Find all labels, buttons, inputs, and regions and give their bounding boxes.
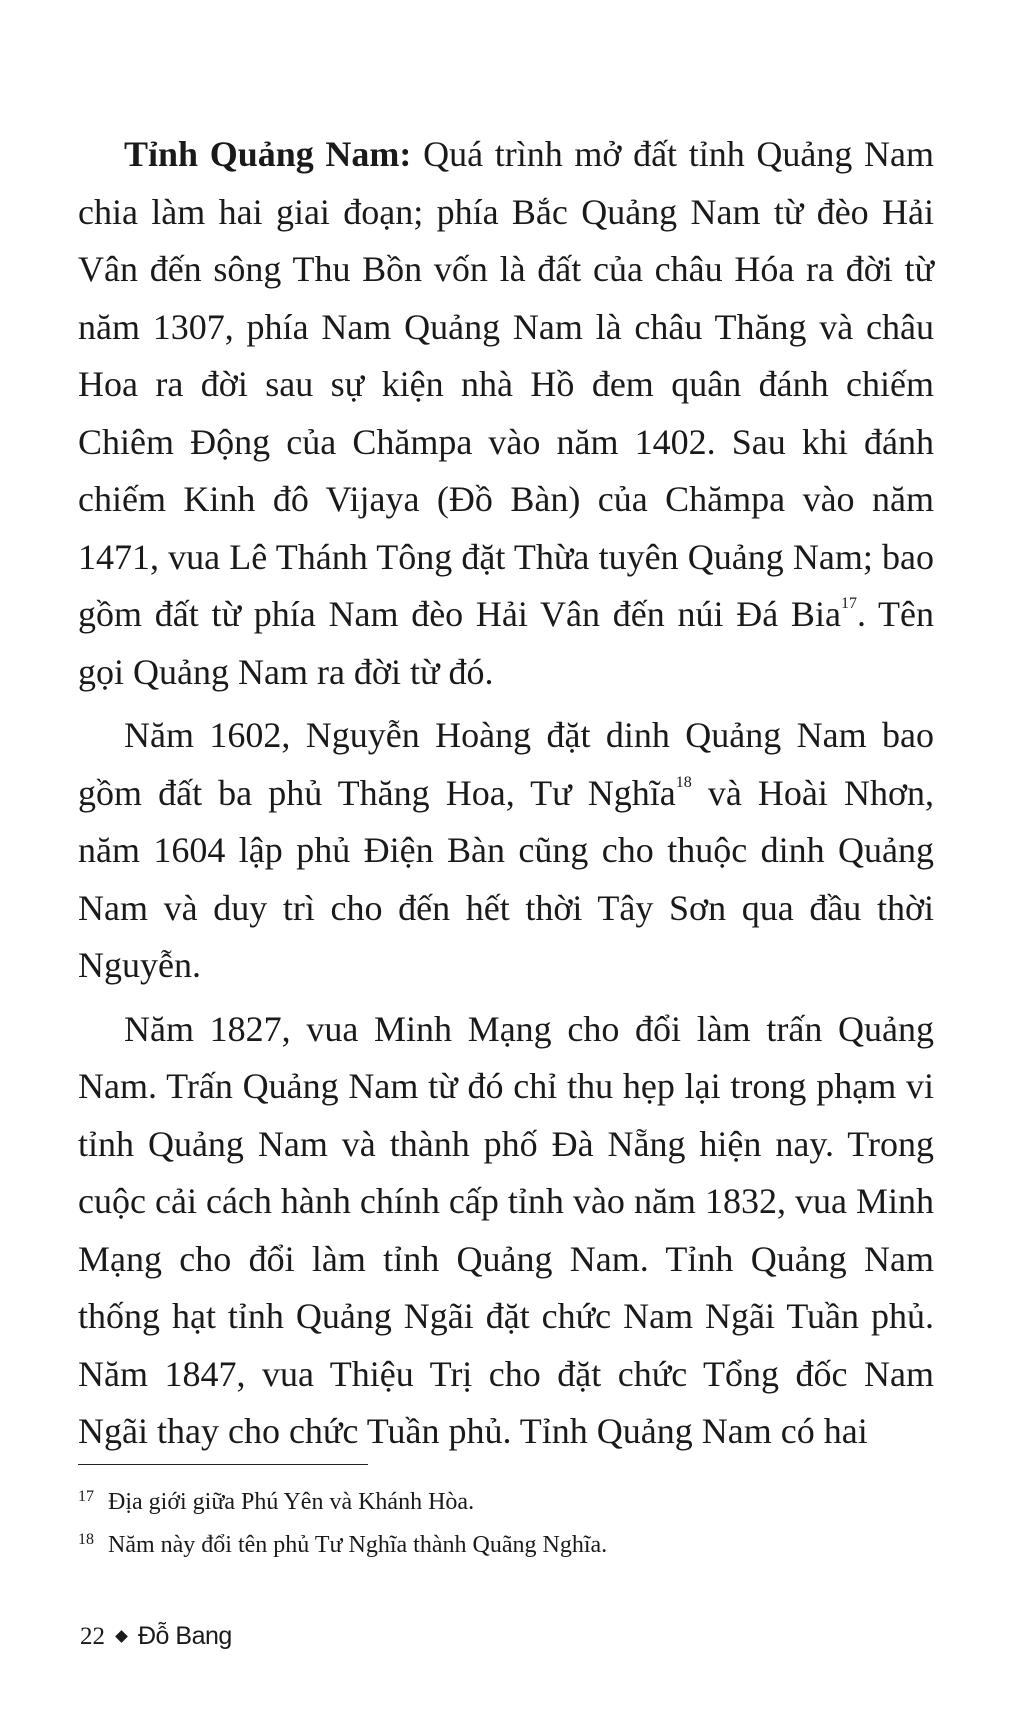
page-number: 22 — [80, 1622, 105, 1650]
paragraph-year-1827 — [78, 1001, 934, 1461]
paragraph-text: Quá trình mở đất tỉnh Quảng Nam chia làm hai giai đoạn; phía Bắc Quảng Nam từ đèo Hải Vân đến sông Thu Bồn vốn là đất của châu Hóa ra đời từ năm 1307, phía Nam Quảng Nam là châu Thăng và châu Hoa ra đời sau sự kiện nhà Hồ đem quân đánh chiếm Chiêm Động của Chămpa vào năm 1402. Sau khi đánh chiếm Kinh đô Vijaya (Đồ Bàn) của Chămpa vào năm 1471, vua Lê Thánh Tông đặt Thừa tuyên Quảng Nam; bao gồm đất từ phía Nam đèo Hải Vân đến núi Đá Bia — [78, 134, 934, 634]
paragraph-quang-nam-province — [78, 126, 934, 701]
paragraph-text: . Tên gọi Quảng Nam ra đời từ đó. — [78, 594, 935, 692]
footnotes — [78, 1482, 934, 1568]
footnote-18 — [78, 1525, 934, 1568]
paragraph-text: Năm 1827, vua Minh Mạng cho đổi làm trấn Quảng Nam. Trấn Quảng Nam từ đó chỉ thu hẹp lại trong phạm vi tỉnh Quảng Nam và thành phố Đà Nẵng hiện nay. Trong cuộc cải cách hành chính cấp tỉnh vào năm 1832, vua Minh Mạng cho đổi làm tỉnh Quảng Nam. Tỉnh Quảng Nam thống hạt tỉnh Quảng Ngãi đặt chức Nam Ngãi Tuần phủ. Năm 1847, vua Thiệu Trị cho đặt chức Tổng đốc Nam Ngãi thay cho chức Tuần phủ. Tỉnh Quảng Nam có hai — [78, 1008, 934, 1451]
footnote-text: Năm này đổi tên phủ Tư Nghĩa thành Quãng Nghĩa. — [108, 1532, 608, 1558]
footnote-17 — [78, 1482, 934, 1525]
paragraph-year-1602 — [78, 707, 934, 995]
body-text — [78, 126, 934, 1461]
footnote-number: 17 — [78, 1488, 94, 1505]
author-name: Đỗ Bang — [138, 1622, 232, 1650]
paragraph-text: và Hoài Nhơn, năm 1604 lập phủ Điện Bàn cũng cho thuộc dinh Quảng Nam và duy trì cho đến hết thời Tây Sơn qua đầu thời Nguyễn. — [78, 772, 934, 985]
footnote-text: Địa giới giữa Phú Yên và Khánh Hòa. — [108, 1489, 475, 1515]
footnote-reference-18[interactable]: 18 — [675, 773, 692, 791]
page-footer — [80, 1622, 232, 1651]
footnote-reference-17[interactable]: 17 — [840, 595, 857, 612]
diamond-separator-icon — [115, 1630, 128, 1643]
footnote-number: 18 — [78, 1531, 94, 1548]
paragraph-text: Năm 1602, Nguyễn Hoàng đặt dinh Quảng Nam bao gồm đất ba phủ Thăng Hoa, Tư Nghĩa — [78, 715, 934, 813]
paragraph-lead-heading: Tỉnh Quảng Nam: — [124, 134, 412, 174]
footnote-divider — [78, 1464, 368, 1465]
